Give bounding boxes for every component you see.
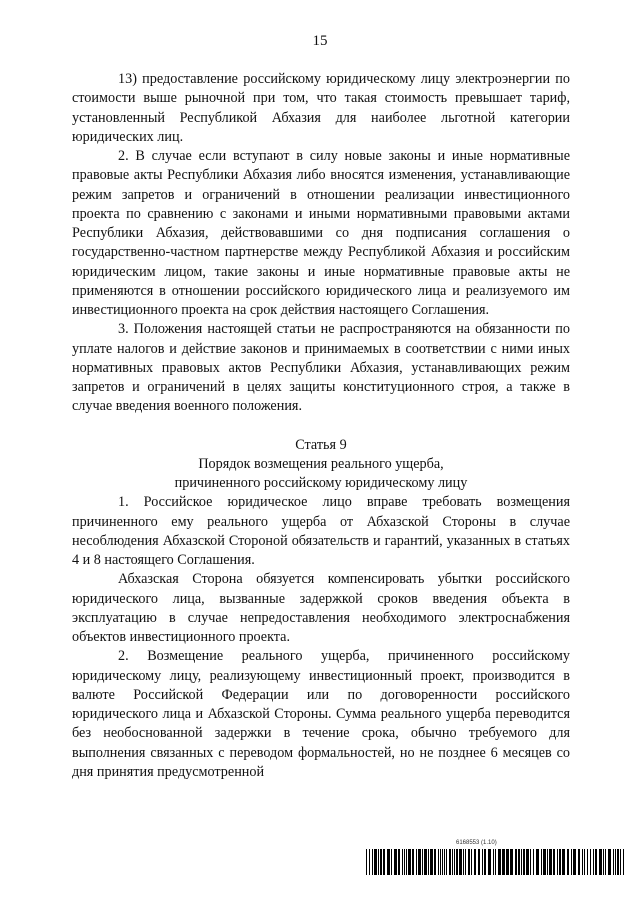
barcode-number: 6168553 (1.10) [456, 840, 497, 846]
article-label: Статья 9 [295, 436, 347, 453]
article-title-line-2: причиненного российскому юридическому лицу [174, 475, 468, 491]
paragraph-article9-point-2: 2. Возмещение реального ущерба, причиненного российскому юридическому лицу, реализующему инвестиционный проект, производится в валюте Российской Федерации или по договоренности российского юридического лица и Абхазской Стороны. Сумма реального ущерба переводится без необоснованной задержки в течение срока, обычно требуемого для выполнения связанных с переводом формальностей, но не позднее 6 месяцев со дня принятия предусмотренной [72, 648, 570, 780]
barcode-image [366, 849, 626, 875]
page-number: 15 [312, 33, 328, 49]
paragraph-point-3: 3. Положения настоящей статьи не распространяются на обязанности по уплате налогов и действие законов и принимаемых в соответствии с ними иных нормативных правовых актов Республики Абхазия, устанавливающих режим запретов и ограничений в целях защиты конституционного строя, а также в случае введения военного положения. [72, 321, 570, 415]
paragraph-item-13: 13) предоставление российскому юридическому лицу электроэнергии по стоимости выше рыночной при том, что такая стоимость превышает тариф, установленный Республикой Абхазия для наиболее льготной категории юридических лиц. [72, 71, 570, 145]
paragraph-article9-point-1: 1. Российское юридическое лицо вправе требовать возмещения причиненного ему реального ущерба от Абхазской Стороны в случае несоблюдения Абхазской Стороной обязательств и гарантий, указанных в статьях 4 и 8 настоящего Соглашения. [72, 494, 570, 568]
barcode-area [366, 840, 626, 880]
article-title-line-1: Порядок возмещения реального ущерба, [198, 455, 444, 472]
paragraph-abkhaz-obligation: Абхазская Сторона обязуется компенсировать убытки российского юридического лица, вызванные задержкой сроков введения объекта в эксплуатацию в случае непредоставления необходимого электроснабжения объектов инвестиционного проекта. [72, 571, 570, 645]
paragraph-point-2: 2. В случае если вступают в силу новые законы и иные нормативные правовые акты Республики Абхазия либо вносятся изменения, устанавливающие режим запретов и ограничений в отношении реализации инвестиционного проекта по сравнению с законами и иными нормативными правовыми актами Республики Абхазия, действовавшими со дня подписания соглашения о государственно-частном партнерстве между Республикой Абхазия и российским юридическим лицом, такие законы и иные нормативные правовые акты не применяются в отношении российского юридического лица и реализуемого им инвестиционного проекта на срок действия настоящего Соглашения. [72, 148, 570, 318]
document-body [72, 70, 570, 782]
